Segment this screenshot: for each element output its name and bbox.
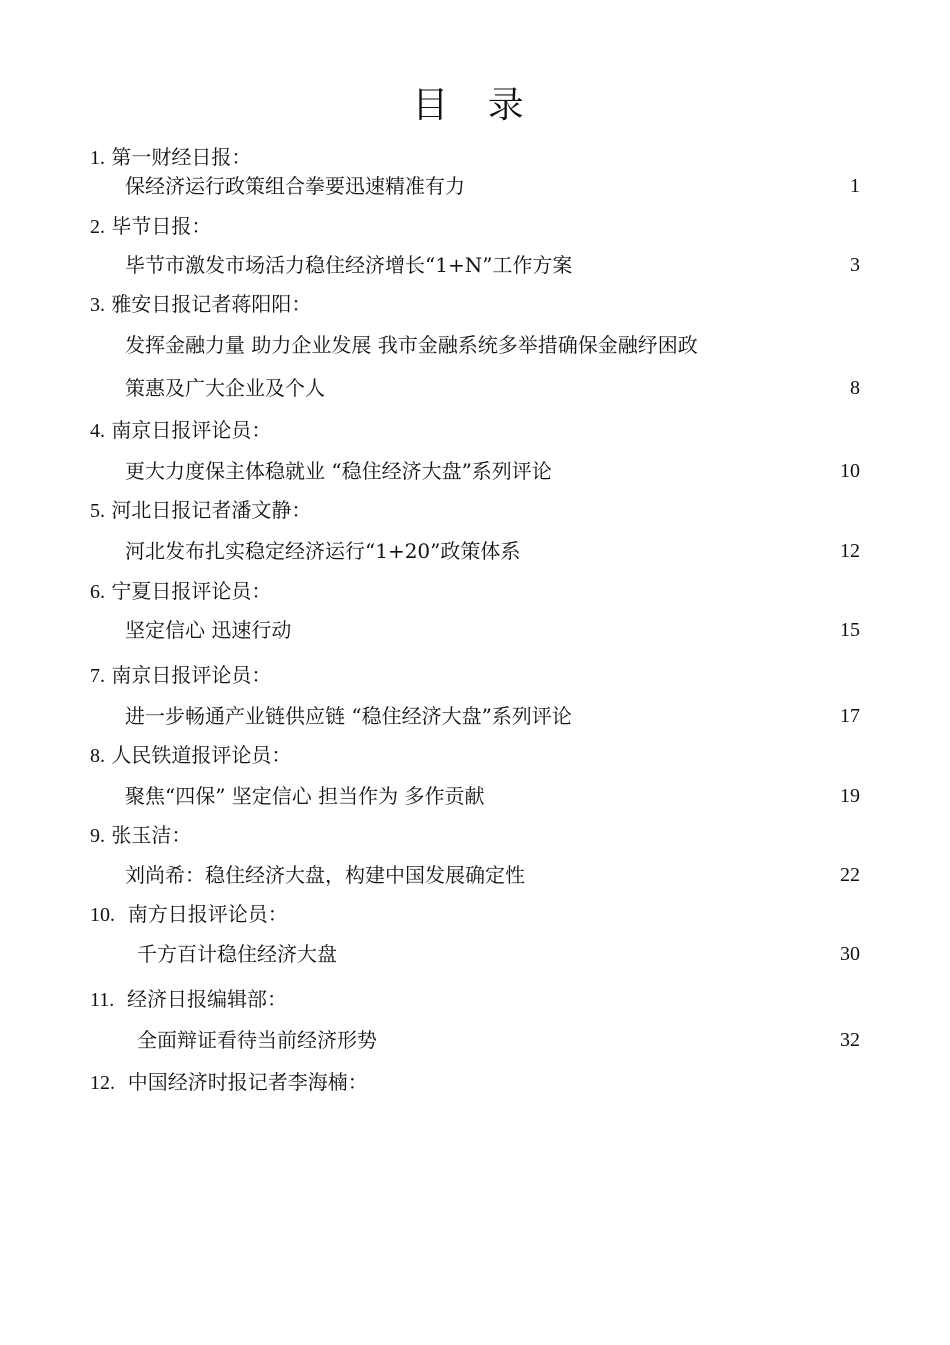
toc-entry-source: 11. 经济日报编辑部： <box>90 985 287 1014</box>
toc-entry-number: 9. <box>90 825 105 847</box>
toc-entry-title[interactable]: 千方百计稳住经济大盘 <box>137 942 337 966</box>
toc-entry-page: 8 <box>850 377 860 399</box>
toc-entry-title[interactable]: 毕节市激发市场活力稳住经济增长“1+N”工作方案 <box>125 253 573 277</box>
toc-entry-page: 10 <box>840 460 860 482</box>
toc-entry-number: 1. <box>90 147 105 169</box>
toc-entry-source: 4. 南京日报评论员： <box>90 416 271 445</box>
toc-entry-source: 10. 南方日报评论员： <box>90 900 288 929</box>
toc-entry-page: 3 <box>850 254 860 276</box>
toc-entry-title[interactable]: 聚焦“四保” 坚定信心 担当作为 多作贡献 <box>125 784 485 808</box>
toc-entry-source: 2. 毕节日报： <box>90 212 211 241</box>
page-title: 目 录 <box>412 85 538 126</box>
toc-entry-page: 19 <box>840 785 860 807</box>
toc-entry-title[interactable]: 坚定信心 迅速行动 <box>125 618 292 642</box>
toc-entry-source: 9. 张玉洁： <box>90 821 191 850</box>
toc-entry-number: 10. <box>90 904 115 926</box>
toc-entry-page: 30 <box>840 943 860 965</box>
toc-entry-source: 7. 南京日报评论员： <box>90 661 271 690</box>
toc-entry-number: 6. <box>90 581 105 603</box>
toc-entry-number: 11. <box>90 989 115 1011</box>
toc-entry-title[interactable]: 河北发布扎实稳定经济运行“1+20”政策体系 <box>125 539 521 563</box>
toc-entry-title[interactable]: 进一步畅通产业链供应链 “稳住经济大盘”系列评论 <box>125 704 572 728</box>
toc-entry-number: 12. <box>90 1072 115 1094</box>
toc-entry-source: 3. 雅安日报记者蒋阳阳： <box>90 290 311 319</box>
toc-entry-title[interactable]: 全面辩证看待当前经济形势 <box>137 1028 377 1052</box>
toc-entry-title[interactable]: 保经济运行政策组合拳要迅速精准有力 <box>125 174 465 198</box>
toc-entry-number: 4. <box>90 420 105 442</box>
toc-entry-title[interactable]: 更大力度保主体稳就业 “稳住经济大盘”系列评论 <box>125 459 552 483</box>
toc-entry-number: 7. <box>90 665 105 687</box>
toc-entry-number: 2. <box>90 216 105 238</box>
toc-entry-source: 5. 河北日报记者潘文静： <box>90 496 311 525</box>
toc-entry-source: 1. 第一财经日报： <box>90 143 251 172</box>
toc-entry-page: 15 <box>840 619 860 641</box>
toc-entry-source: 8. 人民铁道报评论员： <box>90 741 291 770</box>
toc-entry-source: 6. 宁夏日报评论员： <box>90 577 271 606</box>
toc-entry-title-continued[interactable]: 策惠及广大企业及个人 <box>125 376 325 400</box>
toc-entry-page: 32 <box>840 1029 860 1051</box>
toc-entry-number: 5. <box>90 500 105 522</box>
toc-entry-page: 1 <box>850 175 860 197</box>
toc-entry-source: 12. 中国经济时报记者李海楠： <box>90 1068 368 1097</box>
toc-entry-page: 12 <box>840 540 860 562</box>
toc-entry-number: 8. <box>90 745 105 767</box>
toc-entry-page: 22 <box>840 864 860 886</box>
toc-entry-title[interactable]: 发挥金融力量 助力企业发展 我市金融系统多举措确保金融纾困政 <box>125 333 698 357</box>
toc-entry-page: 17 <box>840 705 860 727</box>
toc-entry-title[interactable]: 刘尚希：稳住经济大盘，构建中国发展确定性 <box>125 863 525 887</box>
toc-entry-number: 3. <box>90 294 105 316</box>
